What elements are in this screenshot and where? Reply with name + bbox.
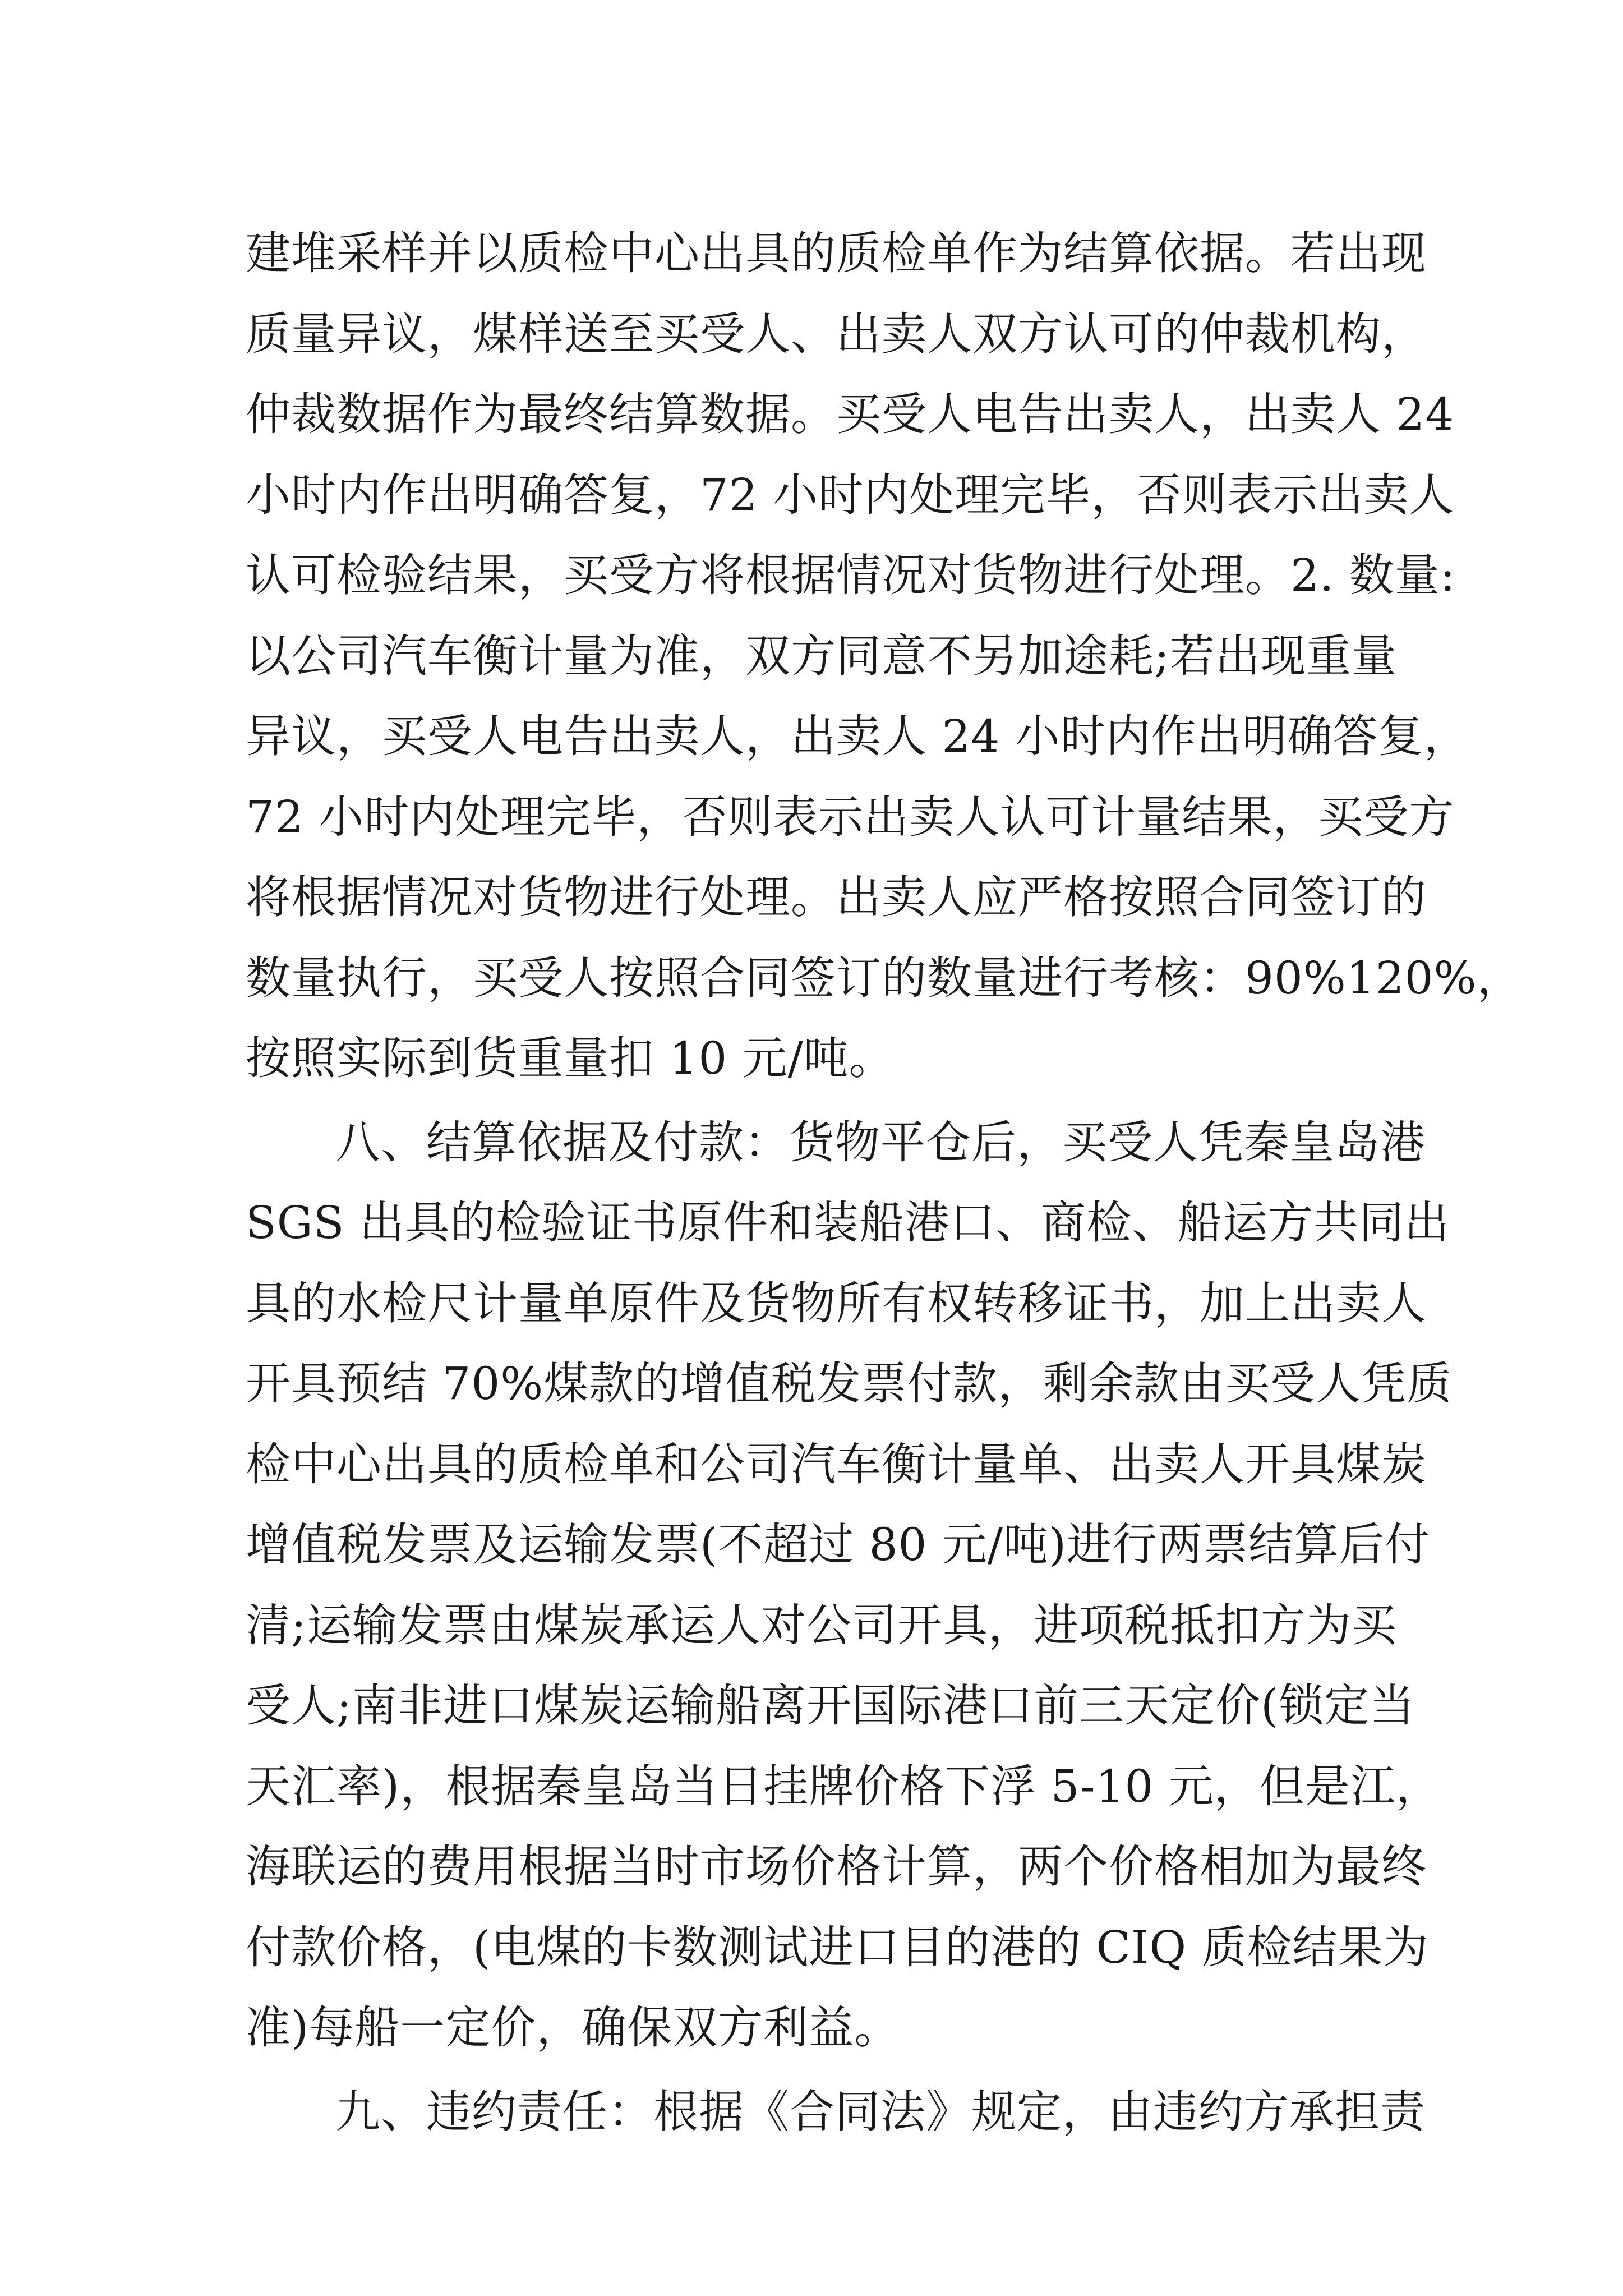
text-line: 小时内作出明确答复，72 小时内处理完毕，否则表示出卖人 [246,468,1455,521]
text-line: 九、违约责任：根据《合同法》规定，由违约方承担责 [335,2085,1426,2138]
document-body [246,213,1523,2152]
text-line: 仲裁数据作为最终结算数据。买受人电告出卖人，出卖人 24 [246,388,1455,440]
text-line: 受人;南非进口煤炭运输船离开国际港口前三天定价(锁定当 [246,1680,1415,1732]
paragraph-quality-quantity [246,213,1523,1099]
text-line: 72 小时内处理完毕，否则表示出卖人认可计量结果，买受方 [246,790,1455,843]
paragraph-breach-liability [246,2072,1426,2152]
text-line: 开具预结 70%煤款的增值税发票付款，剩余款由买受人凭质 [246,1358,1453,1410]
text-line: 认可检验结果，买受方将根据情况对货物进行处理。2. 数量: [246,549,1456,601]
text-line: 具的水检尺计量单原件及货物所有权转移证书，加上出卖人 [246,1277,1427,1329]
text-line: 建堆采样并以质检中心出具的质检单作为结算依据。若出现 [246,227,1427,279]
text-line: 八、结算依据及付款：货物平仓后，买受人凭秦皇岛港 [335,1116,1426,1168]
text-line: 质量异议，煤样送至买受人、出卖人双方认可的仲裁机构， [246,307,1427,360]
text-line: 以公司汽车衡计量为准，双方同意不另加途耗;若出现重量 [246,629,1397,682]
text-line: 准)每船一定价，确保双方利益。 [246,2001,900,2054]
text-line: 检中心出具的质检单和公司汽车衡计量单、出卖人开具煤炭 [246,1438,1427,1490]
text-line: 清;运输发票由煤炭承运人对公司开具，进项税抵扣方为买 [246,1599,1397,1651]
text-line: 数量执行，买受人按照合同签订的数量进行考核：90%120%， [246,951,1523,1004]
paragraph-settlement-payment [246,1102,1453,2068]
text-line: 增值税发票及运输发票(不超过 80 元/吨)进行两票结算后付 [246,1519,1431,1571]
text-line: 付款价格，(电煤的卡数测试进口目的港的 CIQ 质检结果为 [246,1921,1429,1973]
text-line: 天汇率)，根据秦皇岛当日挂牌价格下浮 5-10 元，但是江， [246,1760,1441,1812]
text-line: 按照实际到货重量扣 10 元/吨。 [246,1032,895,1084]
text-line: 海联运的费用根据当时市场价格计算，两个价格相加为最终 [246,1841,1427,1893]
text-line: SGS 出具的检验证书原件和装船港口、商检、船运方共同出 [246,1197,1450,1249]
text-line: 异议，买受人电告出卖人，出卖人 24 小时内作出明确答复， [246,710,1469,762]
text-line: 将根据情况对货物进行处理。出卖人应严格按照合同签订的 [246,871,1427,923]
